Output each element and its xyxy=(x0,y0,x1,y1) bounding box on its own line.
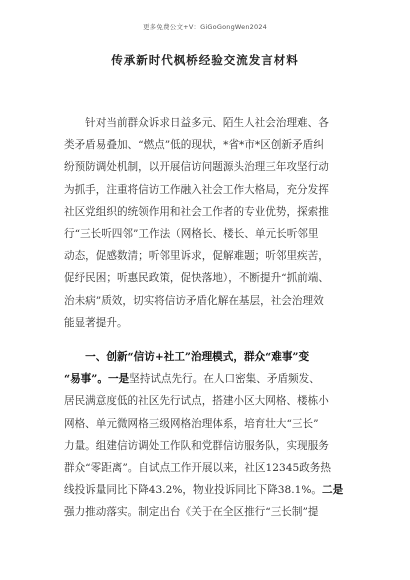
paragraph-line: 力量。组建信访调处工作队和党群信访服务队，实现服务 xyxy=(64,439,329,452)
paragraph-line: 能显著提升。 xyxy=(64,316,128,329)
stats-text: 线投诉量同比下降43.2%，物业投诉同比下降38.1%。 xyxy=(64,484,322,497)
paragraph-line: 强力推动落实。制定出台《关于在全区推行“三长制”提 xyxy=(64,506,319,519)
paragraph-line: 动态，促感数清；听邻里诉求，促解难题；听邻里疾苦， xyxy=(64,250,329,263)
point-two-lead: 二是 xyxy=(322,484,344,497)
point-one-text: 坚持试点先行。在人口密集、矛盾频发、 xyxy=(129,373,320,386)
document-title: 传承新时代枫桥经验交流发言材料 xyxy=(111,53,299,67)
paragraph-line: 居民满意度低的社区先行试点，搭建小区大网格、楼栋小 xyxy=(64,395,329,408)
header-note: 更多免费公文+V：GiGoGongWen2024 xyxy=(142,23,267,31)
paragraph-line: 为抓手，注重将信访工作融入社会工作大格局，充分发挥 xyxy=(64,183,329,196)
paragraph-line: 针对当前群众诉求日益多元、陌生人社会治理难、各 xyxy=(64,117,329,129)
section-heading-continued xyxy=(64,368,364,390)
paragraph-line: 社区党组织的统领作用和社会工作者的专业优势，探索推 xyxy=(64,205,329,218)
paragraph-line: 群众“零距离”。自试点工作开展以来，社区12345政务热 xyxy=(64,461,331,474)
point-one-lead: 一是 xyxy=(107,373,130,386)
section-heading-end: “易事”。 xyxy=(64,373,108,386)
intro-paragraph xyxy=(64,112,364,334)
paragraph-line: 网格、单元微网格三级网格治理体系，培育壮大“三长” xyxy=(64,417,319,430)
paragraph-line: 行“三长听四邻”工作法（网格长、楼长、单元长听邻里 xyxy=(64,227,319,240)
section-heading-line: 一、创新“信访+社工”治理模式，群众“难事”变 xyxy=(64,351,310,363)
paragraph-line: 治未病”质效，切实将信访矛盾化解在基层，社会治理效 xyxy=(64,294,324,307)
paragraph-line: 纷预防调处机制，以开展信访问题源头治理三年攻坚行动 xyxy=(64,161,329,174)
paragraph-line-with-lead xyxy=(64,479,364,501)
paragraph-line: 促纾民困；听惠民政策，促快落地），不断提升“抓前端、 xyxy=(64,272,329,285)
paragraph-line: 类矛盾易叠加、“燃点”低的现状，*省*市*区创新矛盾纠 xyxy=(64,139,324,152)
section-one-paragraph xyxy=(64,346,364,524)
